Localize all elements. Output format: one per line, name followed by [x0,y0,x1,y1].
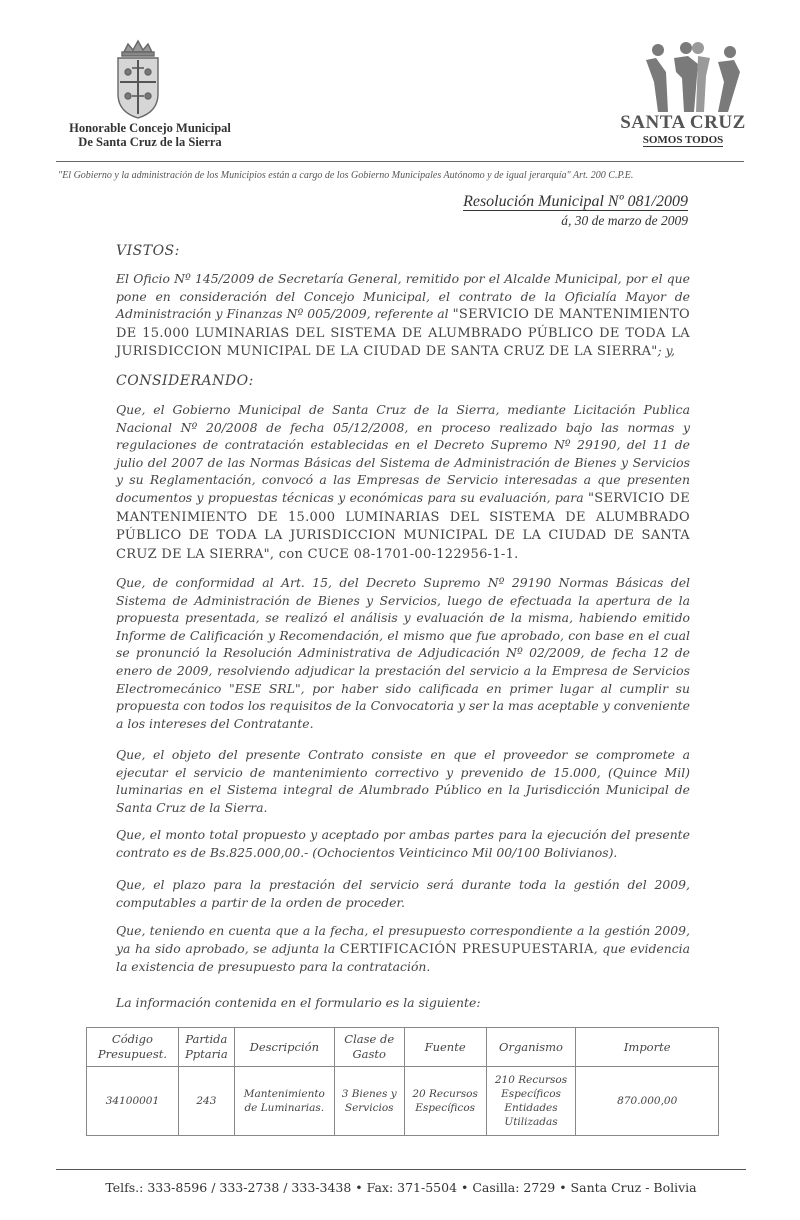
cell-descripcion: Mantenimiento de Luminarias. [234,1067,334,1136]
col-header-codigo: Código Presupuest. [87,1028,179,1067]
cell-clase: 3 Bienes y Servicios [334,1067,404,1136]
cell-codigo: 34100001 [87,1067,179,1136]
cell-fuente: 20 Recursos Específicos [404,1067,486,1136]
p1-caps-text: "SERVICIO DE MANTENIMIENTO DE 15.000 LUMINARIAS DEL SISTEMA DE ALUMBRADO PÚBLICO DE TODA LA JURISDICCION MUNICIPAL DE LA CIUDAD DE SANTA CRUZ DE LA SIERRA", con CUCE 08-1701-00-122956-1-1. [116,490,690,562]
col-header-importe: Importe [576,1028,719,1067]
table-header-row [87,1028,719,1067]
logo-tagline [618,134,748,146]
considerando-paragraph-1 [116,401,690,563]
resolution-date: á, 30 de marzo de 2009 [561,213,688,228]
considerando-paragraph-3: Que, el objeto del presente Contrato consiste en que el proveedor se compromete a ejecutar el servicio de mantenimiento correctivo y prevenido de 15.000, (Quince Mil) luminarias en el Sistema integral de Alumbrado Público en la Jurisdicción Municipal de Santa Cruz de la Sierra. [116,747,690,815]
council-name-line1: Honorable Concejo Municipal [69,121,231,135]
vistos-paragraph [116,270,690,361]
logo-name: SANTA CRUZ [620,112,746,133]
cell-partida: 243 [178,1067,234,1136]
vistos-text-b: ; y, [657,343,675,359]
considerando-paragraph-5: Que, el plazo para la prestación del servicio será durante toda la gestión del 2009, computables a partir de la orden de proceder. [116,877,690,910]
col-header-organismo: Organismo [486,1028,576,1067]
vistos-text-a: El Oficio Nº 145/2009 de Secretaría General, remitido por el Alcalde Municipal, por el que pone en consideración del Concejo Municipal, el contrato de la Oficialía Mayor de Administración y Finanzas Nº 005/2009, referente al [116,271,690,322]
considerando-paragraph-2: Que, de conformidad al Art. 15, del Decreto Supremo Nº 29190 Normas Básicas del Sistema de Administración de Bienes y Servicios, luego de efectuada la apertura de la propuesta presentada, se realizó el análisis y evaluación de la misma, habiendo emitido Informe de Calificación y Recomendación, el mismo que fue aprobado, con base en el cual se pronunció la Resolución Administrativa de Adjudicación Nº 02/2009, de fecha 12 de enero de 2009, resolviendo adjudicar la prestación del servicio a la Empresa de Servicios Electromecánico "ESE SRL", por haber sido calificada en primer lugar al cumplir su propuesta con todos los requisitos de la Convocatoria y ser la mas aceptable y conveniente a los intereses del Contratante. [116,575,690,731]
p6-text-b: , que evidencia la existencia de presupuesto para la contratación. [116,940,691,975]
p6-text-a: Que, teniendo en cuenta que a la fecha, el presupuesto correspondiente a la gestión 2009, ya ha sido aprobado, se adjunta la [116,923,690,956]
constitution-quote: "El Gobierno y la administración de los Municipios están a cargo de los Gobierno Municipales Autónomo y de igual jerarquía" Art. 200 C.P.E. [58,170,634,181]
col-header-partida: Partida Pptaria [178,1028,234,1067]
santa-cruz-logo-icon [636,42,748,122]
footer-contact: Telfs.: 333-8596 / 333-2738 / 333-3438 • Fax: 371-5504 • Casilla: 2729 • Santa Cruz - Bolivia [105,1180,697,1195]
col-header-clase: Clase de Gasto [334,1028,404,1067]
cell-organismo: 210 Recursos Específicos Entidades Utilizadas [486,1067,576,1136]
form-intro: La información contenida en el formulario es la siguiente: [116,995,481,1010]
p6-caps-text: CERTIFICACIÓN PRESUPUESTARIA [339,941,594,957]
council-name [40,121,260,149]
resolution-title-text: Resolución Municipal Nº 081/2009 [463,193,688,210]
col-header-fuente: Fuente [404,1028,486,1067]
col-header-descripcion: Descripción [234,1028,334,1067]
header-divider [56,161,744,162]
resolution-title [400,193,688,211]
cell-importe: 870.000,00 [576,1067,719,1136]
considerando-paragraph-6 [116,922,690,976]
vistos-heading: VISTOS: [116,243,180,259]
coat-of-arms-icon [110,36,166,122]
vistos-text-caps: "SERVICIO DE MANTENIMIENTO DE 15.000 LUMINARIAS DEL SISTEMA DE ALUMBRADO PÚBLICO DE TODA LA JURISDICCION MUNICIPAL DE LA CIUDAD DE SANTA CRUZ DE LA SIERRA" [116,307,690,360]
budget-table [86,1027,719,1136]
council-name-line2: De Santa Cruz de la Sierra [78,135,222,149]
considerando-heading: CONSIDERANDO: [116,373,254,389]
logo-tagline-text: SOMOS TODOS [642,134,724,146]
footer-divider [56,1169,746,1170]
p1-text: Que, el Gobierno Municipal de Santa Cruz de la Sierra, mediante Licitación Publica Nacional Nº 20/2008 de fecha 05/12/2008, en proceso realizado bajo las normas y regulaciones de contratación establecidas en el Decreto Supremo Nº 29190, del 11 de julio del 2007 de las Normas Básicas del Sistema de Administración de Bienes y Servicios y su Reglamentación, convocó a las Empresas de Servicio interesadas a que presenten documentos y propuestas técnicas y económicas para su evaluación, para [116,402,690,505]
table-row [87,1067,719,1136]
considerando-paragraph-4: Que, el monto total propuesto y aceptado por ambas partes para la ejecución del presente contrato es de Bs.825.000,00.- (Ochocientos Veinticinco Mil 00/100 Bolivianos). [116,827,690,860]
